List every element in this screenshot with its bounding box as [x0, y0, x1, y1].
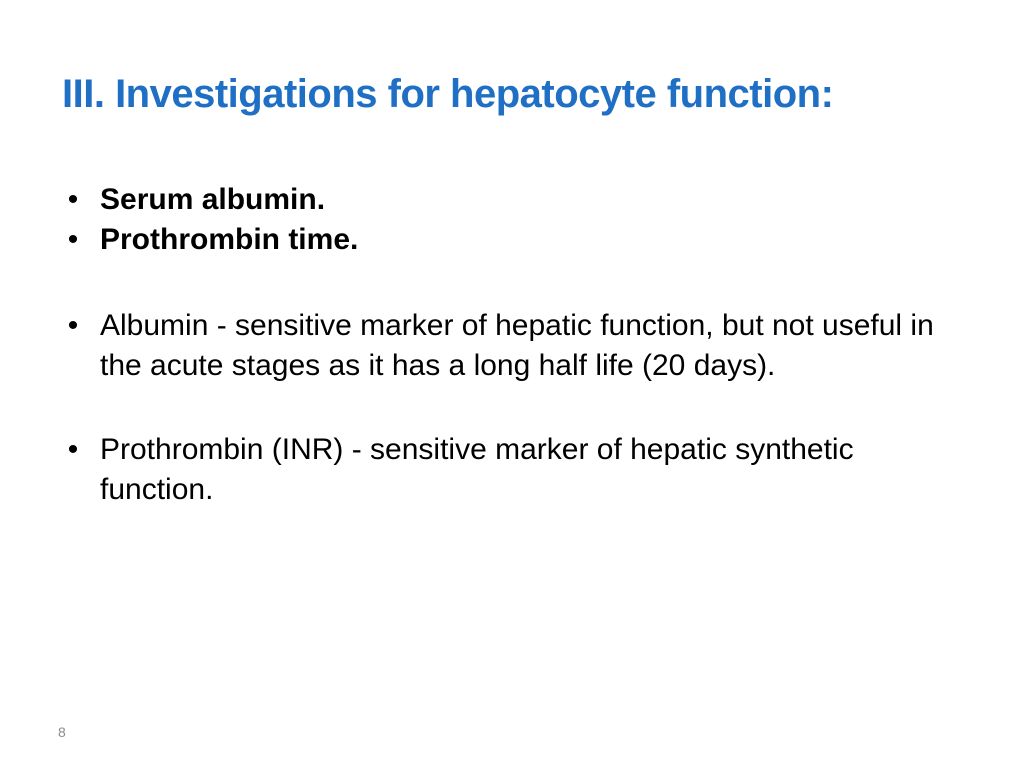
- bullet-item: [58, 180, 958, 220]
- bullet-marker: •: [67, 183, 79, 216]
- slide-title: III. Investigations for hepatocyte function:: [62, 72, 834, 116]
- bullet-text: Prothrombin (INR) - sensitive marker of hepatic synthetic function.: [100, 433, 854, 506]
- bullet-marker: •: [67, 433, 79, 466]
- bullet-item: [58, 306, 958, 386]
- bullet-item: [58, 430, 958, 510]
- bullet-marker: •: [67, 309, 79, 342]
- bullet-item: [58, 220, 958, 260]
- bullet-text: Albumin - sensitive marker of hepatic function, but not useful in the acute stages as it has a long half life (20 days).: [100, 309, 934, 382]
- bullet-text: Prothrombin time.: [100, 223, 359, 256]
- bullet-list: [58, 180, 958, 510]
- bullet-text: Serum albumin.: [100, 183, 326, 216]
- bullet-marker: •: [67, 223, 79, 256]
- page-number: 8: [58, 724, 66, 740]
